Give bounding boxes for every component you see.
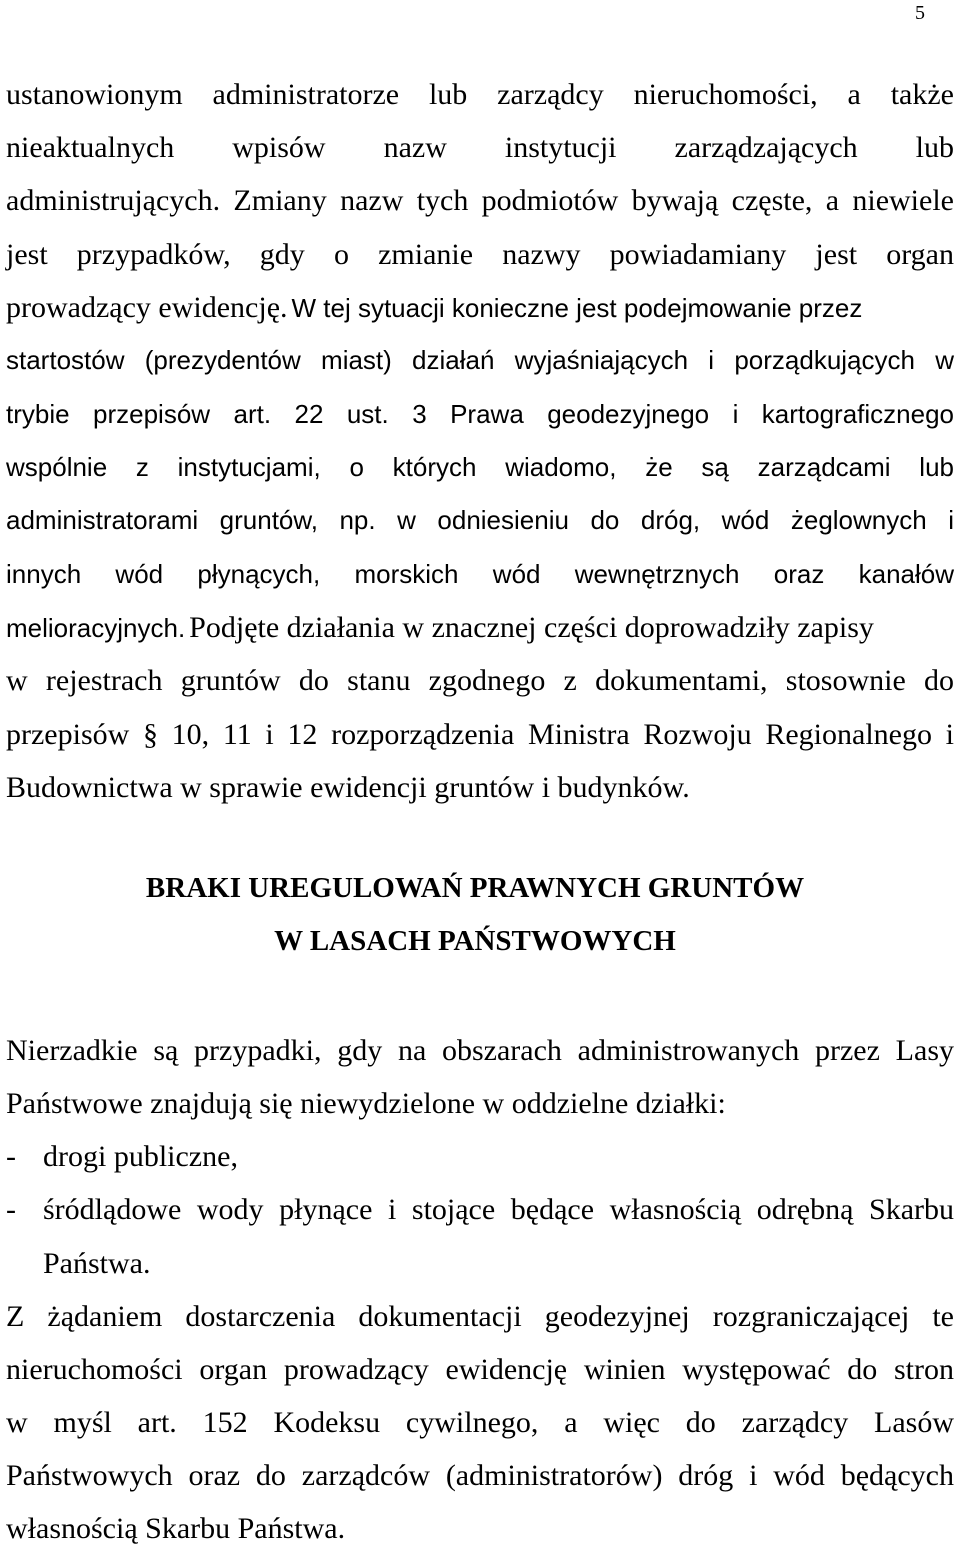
- text-line: Z żądaniem dostarczenia dokumentacji geodezyjnej rozgraniczającej te: [6, 1300, 954, 1333]
- text-span-sans: melioracyjnych.: [6, 613, 186, 643]
- text-line: Nierzadkie są przypadki, gdy na obszarach administrowanych przez Lasy: [6, 1034, 954, 1067]
- text-line: w myśl art. 152 Kodeksu cywilnego, a więc do zarządcy Lasów: [6, 1406, 954, 1439]
- text-line: przepisów § 10, 11 i 12 rozporządzenia Ministra Rozwoju Regionalnego i: [6, 718, 954, 751]
- list-dash: -: [6, 1193, 16, 1226]
- text-line: trybie przepisów art. 22 ust. 3 Prawa geodezyjnego i kartograficznego: [6, 399, 954, 429]
- text-line: innych wód płynących, morskich wód wewnętrznych oraz kanałów: [6, 559, 954, 589]
- text-line-mixed: [6, 281, 954, 335]
- list-item-text: drogi publiczne,: [43, 1140, 238, 1173]
- text-line: Budownictwa w sprawie ewidencji gruntów i budynków.: [6, 771, 690, 804]
- section-heading-line2: W LASACH PAŃSTWOWYCH: [274, 925, 676, 957]
- text-span-serif: prowadzący ewidencję.: [6, 291, 288, 324]
- text-line: wspólnie z instytucjami, o których wiadomo, że są zarządcami lub: [6, 452, 954, 482]
- text-line: jest przypadków, gdy o zmianie nazwy powiadamiany jest organ: [6, 238, 954, 271]
- text-line: własnością Skarbu Państwa.: [6, 1512, 346, 1545]
- text-line: Państwowych oraz do zarządców (administratorów) dróg i wód będących: [6, 1459, 954, 1492]
- list-item-text-continued: Państwa.: [43, 1247, 151, 1280]
- text-line-mixed: [6, 601, 954, 655]
- list-dash: -: [6, 1140, 16, 1173]
- text-line: w rejestrach gruntów do stanu zgodnego z dokumentami, stosownie do: [6, 664, 954, 697]
- text-line: nieruchomości organ prowadzący ewidencję winien występować do stron: [6, 1353, 954, 1386]
- text-line: nieaktualnych wpisów nazw instytucji zarządzających lub: [6, 131, 954, 164]
- text-line: ustanowionym administratorze lub zarządcy nieruchomości, a także: [6, 78, 954, 111]
- text-span-serif: Podjęte działania w znacznej części doprowadziły zapisy: [189, 611, 874, 644]
- text-line: Państwowe znajdują się niewydzielone w oddzielne działki:: [6, 1087, 726, 1120]
- section-heading-line1: BRAKI UREGULOWAŃ PRAWNYCH GRUNTÓW: [145, 872, 805, 904]
- page-number: 5: [915, 2, 925, 24]
- text-span-sans: W tej sytuacji konieczne jest podejmowanie przez: [291, 293, 863, 323]
- text-line: administrujących. Zmiany nazw tych podmiotów bywają częste, a niewiele: [6, 184, 954, 217]
- text-line: administratorami gruntów, np. w odniesieniu do dróg, wód żeglownych i: [6, 505, 954, 535]
- text-line: startostów (prezydentów miast) działań wyjaśniających i porządkujących w: [6, 345, 954, 375]
- list-item-text: śródlądowe wody płynące i stojące będące własnością odrębną Skarbu: [43, 1193, 954, 1226]
